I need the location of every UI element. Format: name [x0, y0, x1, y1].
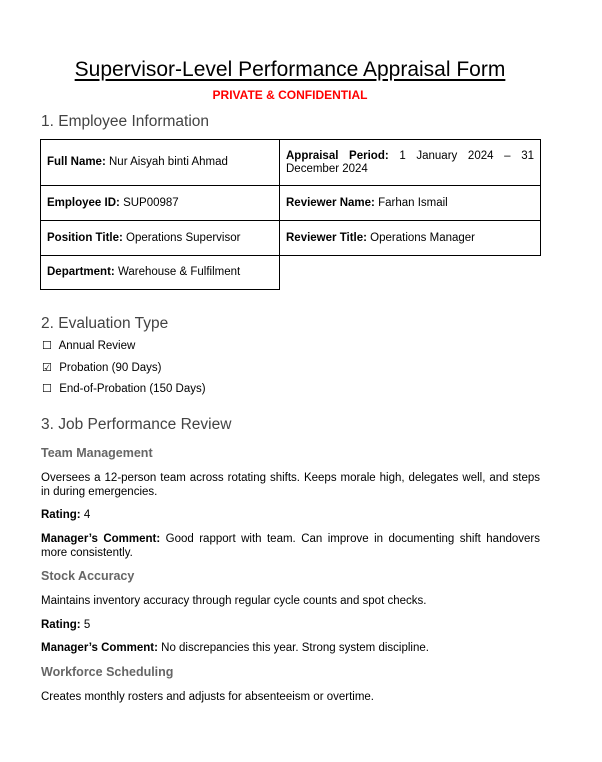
- checkbox-annual-review[interactable]: [42, 339, 135, 352]
- comment-text: No discrepancies this year. Strong system discipline.: [161, 642, 429, 654]
- form-title: Supervisor-Level Performance Appraisal Form: [74, 58, 506, 81]
- manager-comment: [41, 641, 540, 655]
- empty-cell: [280, 256, 541, 290]
- appraisal-period-cell: [280, 140, 541, 186]
- comment-text: Good rapport with team. Can improve in documenting shift handovers more consistently.: [41, 533, 540, 559]
- appraisal-period-value: 1 January 2024 – 31 December 2024: [286, 149, 534, 175]
- employee-id-label: Employee ID:: [47, 196, 120, 209]
- employee-id-value: SUP00987: [123, 196, 179, 209]
- rating-label: Rating:: [41, 619, 81, 631]
- reviewer-title-cell: [280, 221, 541, 256]
- employee-info-table: [40, 139, 541, 290]
- criterion-title-team-management: Team Management: [41, 446, 153, 460]
- rating-line: [41, 508, 540, 522]
- full-name-cell: [41, 140, 280, 186]
- criterion-description: Maintains inventory accuracy through regular cycle counts and spot checks.: [41, 595, 427, 607]
- rating-label: Rating:: [41, 509, 81, 521]
- checkbox-empty-icon: ☐: [42, 382, 52, 395]
- checkbox-label: Probation (90 Days): [59, 362, 162, 374]
- checkbox-probation-90[interactable]: [42, 361, 161, 374]
- comment-label: Manager’s Comment:: [41, 642, 158, 654]
- confidential-label: PRIVATE & CONFIDENTIAL: [212, 88, 368, 102]
- department-value: Warehouse & Fulfilment: [117, 266, 241, 278]
- appraisal-period-label: Appraisal Period:: [286, 149, 389, 162]
- criterion-title-workforce-scheduling: Workforce Scheduling: [41, 665, 174, 679]
- rating-line: [41, 618, 540, 632]
- comment-label: Manager’s Comment:: [41, 533, 161, 545]
- checkbox-empty-icon: ☐: [42, 339, 52, 352]
- reviewer-name-label: Reviewer Name:: [286, 196, 375, 209]
- full-name-value: Nur Aisyah binti Ahmad: [109, 156, 228, 168]
- department-cell: [41, 256, 280, 290]
- criterion-title-stock-accuracy: Stock Accuracy: [41, 569, 135, 583]
- reviewer-title-label: Reviewer Title:: [286, 231, 367, 244]
- section-heading-employee-info: 1. Employee Information: [41, 113, 210, 130]
- checkbox-label: Annual Review: [58, 340, 136, 352]
- full-name-label: Full Name:: [47, 156, 106, 168]
- criterion-description: Oversees a 12-person team across rotating shifts. Keeps morale high, delegates well, and steps in during emergencies.: [41, 472, 540, 498]
- position-title-label: Position Title:: [47, 231, 123, 244]
- reviewer-name-value: Farhan Ismail: [378, 196, 448, 209]
- reviewer-title-value: Operations Manager: [370, 231, 476, 244]
- employee-id-cell: [41, 186, 280, 221]
- manager-comment: [41, 532, 540, 560]
- criterion-description: Creates monthly rosters and adjusts for absenteeism or overtime.: [41, 691, 375, 703]
- checkbox-end-of-probation-150[interactable]: [42, 382, 206, 395]
- position-title-cell: [41, 221, 280, 256]
- checkbox-label: End-of-Probation (150 Days): [59, 383, 206, 395]
- section-heading-job-performance: 3. Job Performance Review: [41, 416, 232, 433]
- position-title-value: Operations Supervisor: [126, 231, 241, 244]
- checkbox-checked-icon: ☑: [42, 361, 52, 374]
- rating-value: 5: [83, 619, 91, 631]
- rating-value: 4: [83, 509, 91, 521]
- department-label: Department:: [47, 266, 115, 278]
- section-heading-evaluation-type: 2. Evaluation Type: [41, 315, 169, 332]
- reviewer-name-cell: [280, 186, 541, 221]
